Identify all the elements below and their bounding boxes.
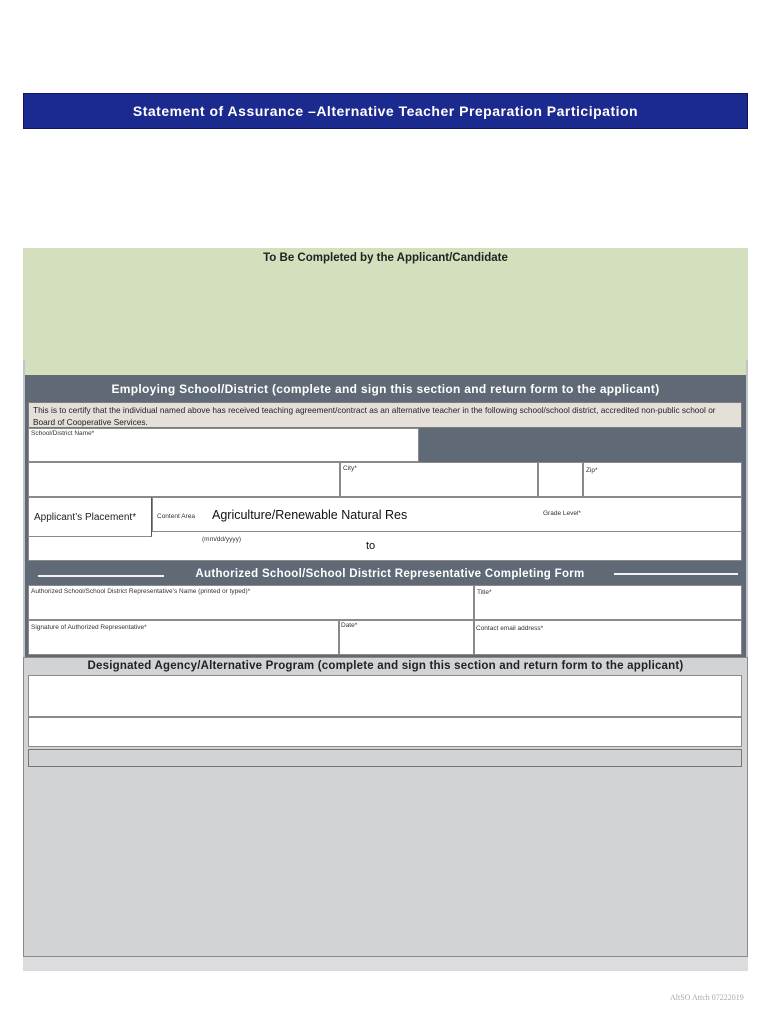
agency-name-field[interactable]	[28, 675, 742, 717]
rule-right	[614, 573, 738, 575]
content-area-label: Content Area	[157, 513, 195, 520]
employing-section-heading: Employing School/District (complete and sign this section and return form to the applicant)	[111, 382, 660, 396]
state-field[interactable]	[538, 462, 583, 497]
footer-form-code: AltSO Attch 07222019	[670, 993, 744, 1002]
school-district-name-field[interactable]	[28, 428, 419, 462]
zip-field[interactable]	[583, 462, 742, 497]
city-label: City*	[343, 465, 357, 472]
form-title: Statement of Assurance –Alternative Teacher Preparation Participation	[132, 103, 639, 119]
agency-placeholder-row	[28, 749, 742, 767]
representative-section-heading: Authorized School/School District Representative Completing Form	[195, 568, 585, 580]
applicants-placement-label: Applicant’s Placement*	[34, 512, 137, 523]
rep-date-field[interactable]	[339, 620, 474, 655]
rule-left	[38, 575, 164, 577]
date-format-hint: (mm/dd/yyyy)	[202, 536, 241, 543]
rep-name-label: Authorized School/School District Representative’s Name (printed or typed)*	[31, 588, 251, 595]
school-district-name-label: School/District Name*	[31, 430, 95, 437]
contact-email-label: Contact email address*	[476, 625, 544, 632]
certification-statement: This is to certify that the individual named above has received teaching agreement/contract as an alternative teacher in the following school/school district, accredited non-public school or Board of Cooperative Services.	[28, 402, 742, 428]
signature-label: Signature of Authorized Representative*	[31, 624, 147, 631]
address-field[interactable]	[28, 462, 340, 497]
contact-email-field[interactable]	[474, 620, 742, 655]
date-range-to: to	[366, 540, 376, 552]
content-area-value: Agriculture/Renewable Natural Res	[212, 508, 408, 522]
form-title-bar	[23, 93, 748, 129]
signature-field[interactable]	[28, 620, 339, 655]
section-edge-right	[746, 360, 748, 660]
rep-date-label: Date*	[341, 622, 358, 629]
rep-title-label: Title*	[477, 589, 492, 596]
agency-detail-field[interactable]	[28, 717, 742, 747]
rep-title-field[interactable]	[474, 585, 742, 620]
agency-section-heading: Designated Agency/Alternative Program (complete and sign this section and return form to the applicant)	[87, 660, 684, 672]
rep-name-field[interactable]	[28, 585, 474, 620]
applicant-section	[23, 248, 748, 375]
city-field[interactable]	[340, 462, 538, 497]
applicant-section-heading: To Be Completed by the Applicant/Candidate	[263, 252, 508, 264]
section-edge-left	[23, 360, 25, 660]
grade-level-label: Grade Level*	[543, 510, 581, 517]
bottom-strip	[23, 957, 748, 971]
zip-label: Zip*	[586, 467, 598, 474]
